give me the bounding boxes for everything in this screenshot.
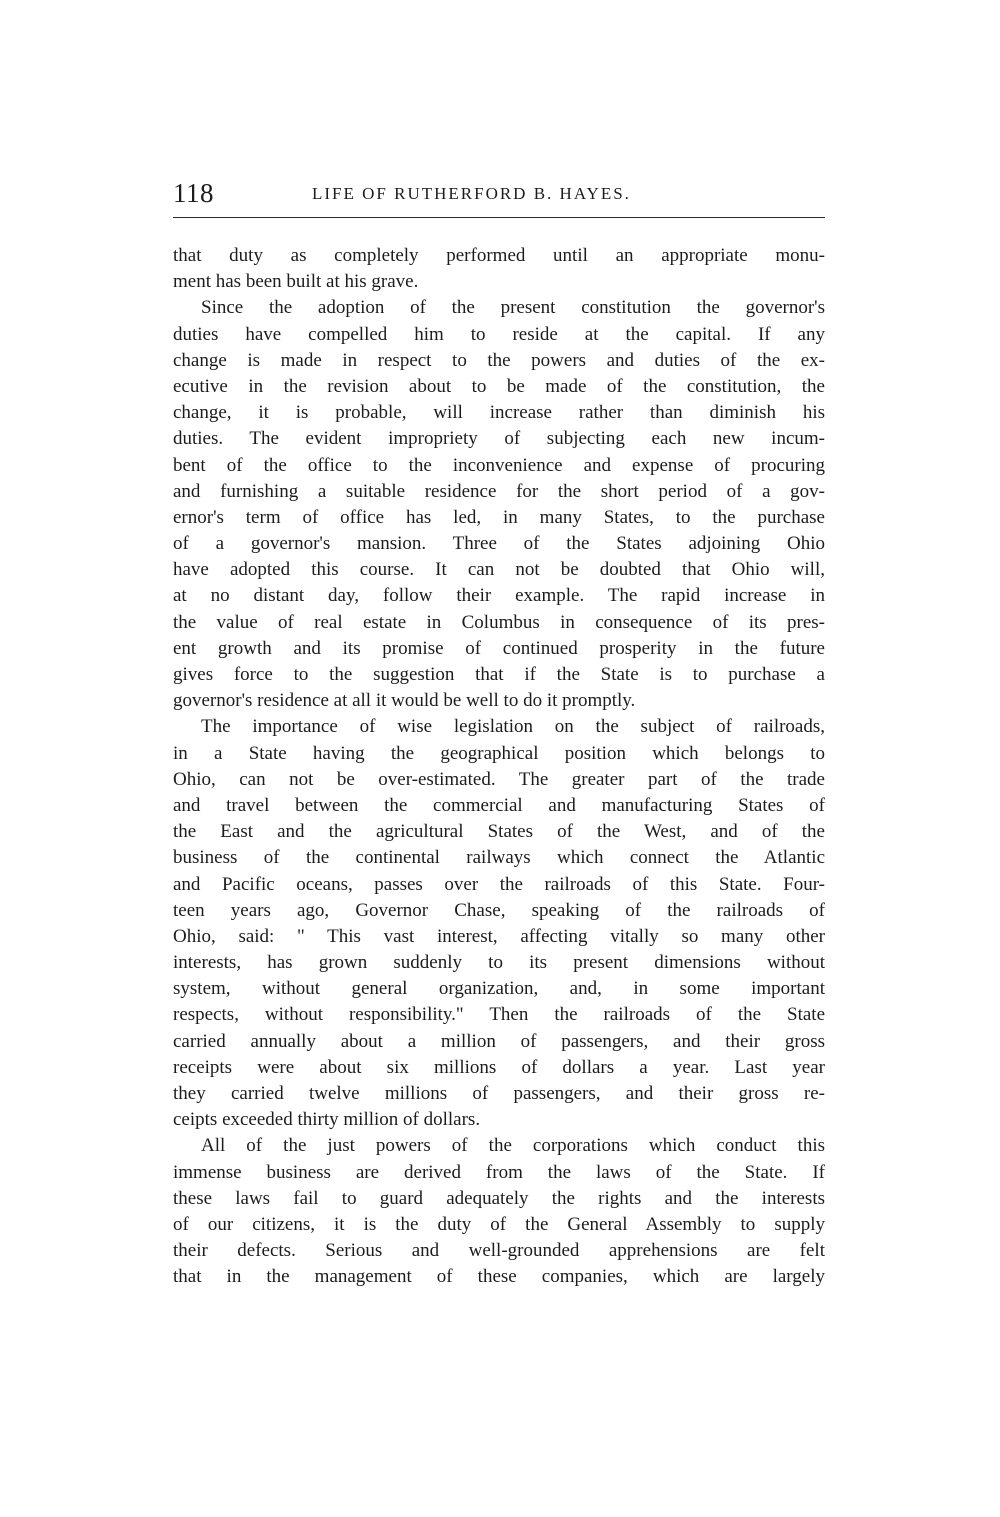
text-line: immense business are derived from the laws of the State. If [173, 1161, 825, 1183]
text-line: The importance of wise legislation on the subject of railroads, [201, 716, 825, 738]
text-line: they carried twelve millions of passengers, and their gross re- [173, 1083, 825, 1104]
text-line: of a governor's mansion. Three of the States adjoining Ohio [173, 533, 825, 555]
text-line: respects, without responsibility." Then the railroads of the State [173, 1004, 825, 1026]
text-line: ecutive in the revision about to be made of the constitution, the [173, 375, 825, 397]
text-line: their defects. Serious and well-grounded apprehensions are felt [173, 1240, 825, 1262]
page-number: 118 [173, 178, 214, 208]
text-line: receipts were about six millions of dollars a year. Last year [173, 1056, 825, 1078]
text-line: the East and the agricultural States of the West, and of the [173, 821, 825, 843]
text-line: ment has been built at his grave. [173, 271, 419, 293]
running-title: LIFE OF RUTHERFORD B. HAYES. [312, 184, 631, 203]
text-line: gives force to the suggestion that if the State is to purchase a [173, 664, 825, 685]
text-line: in a State having the geographical position which belongs to [173, 742, 825, 764]
text-line: and Pacific oceans, passes over the railroads of this State. Four- [173, 873, 825, 895]
text-line: change is made in respect to the powers and duties of the ex- [173, 349, 825, 371]
text-line: interests, has grown suddenly to its present dimensions without [173, 952, 825, 974]
text-line: that in the management of these companies, which are largely [173, 1266, 825, 1288]
text-line: change, it is probable, will increase rather than diminish his [173, 402, 825, 424]
text-line: ernor's term of office has led, in many States, to the purchase [173, 506, 825, 528]
text-line: bent of the office to the inconvenience and expense of procuring [173, 454, 825, 476]
text-line: and travel between the commercial and manufacturing States of [173, 794, 825, 816]
text-line: carried annually about a million of passengers, and their gross [173, 1030, 825, 1052]
text-line: have adopted this course. It can not be doubted that Ohio will, [173, 559, 825, 581]
text-line: All of the just powers of the corporations which conduct this [201, 1135, 825, 1157]
text-line: of our citizens, it is the duty of the General Assembly to supply [173, 1213, 825, 1235]
body-text [173, 243, 825, 1291]
text-line: at no distant day, follow their example. The rapid increase in [173, 585, 825, 607]
text-line: ent growth and its promise of continued prosperity in the future [173, 637, 825, 659]
text-line: duties. The evident impropriety of subjecting each new incum- [173, 428, 825, 450]
text-line: these laws fail to guard adequately the rights and the interests [173, 1187, 825, 1209]
text-line: ceipts exceeded thirty million of dollars. [173, 1109, 481, 1131]
text-line: system, without general organization, and, in some important [173, 978, 825, 1000]
running-head [173, 178, 825, 212]
text-line: business of the continental railways which connect the Atlantic [173, 847, 825, 869]
text-line: teen years ago, Governor Chase, speaking of the railroads of [173, 899, 825, 921]
text-line: Ohio, can not be over-estimated. The greater part of the trade [173, 768, 825, 790]
header-rule [173, 217, 825, 218]
text-line: the value of real estate in Columbus in consequence of its pres- [173, 611, 825, 633]
text-line: Since the adoption of the present constitution the governor's [201, 297, 825, 319]
text-line: governor's residence at all it would be well to do it promptly. [173, 690, 636, 712]
text-line: duties have compelled him to reside at the capital. If any [173, 323, 825, 345]
text-line: Ohio, said: " This vast interest, affecting vitally so many other [173, 925, 825, 947]
text-line: that duty as completely performed until an appropriate monu- [173, 245, 825, 266]
text-line: and furnishing a suitable residence for the short period of a gov- [173, 480, 825, 502]
